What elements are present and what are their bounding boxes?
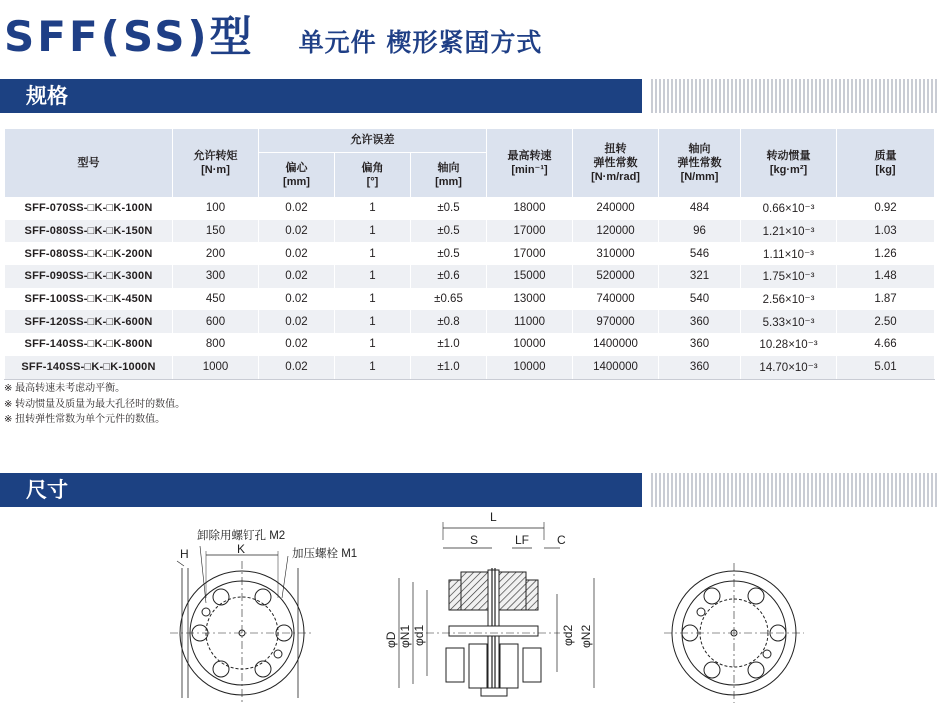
cell-eccentric: 0.02	[259, 242, 335, 265]
cell-model: SFF-100SS-□K-□K-450N	[5, 288, 173, 311]
cell-speed: 18000	[487, 197, 573, 220]
cell-axial: ±0.5	[411, 197, 487, 220]
cell-mass: 1.87	[837, 288, 935, 311]
cell-inertia: 10.28×10⁻³	[741, 333, 837, 356]
header-torsional-stiffness: 扭转 弹性常数 [N·m/rad]	[573, 129, 659, 197]
header-axial-stiffness: 轴向 弹性常数 [N/mm]	[659, 129, 741, 197]
cell-inertia: 0.66×10⁻³	[741, 197, 837, 220]
spec-table	[4, 129, 935, 380]
cell-inertia: 5.33×10⁻³	[741, 310, 837, 333]
cell-inertia: 14.70×10⁻³	[741, 356, 837, 379]
cell-speed: 10000	[487, 356, 573, 379]
header-angular: 偏角 [°]	[335, 153, 411, 198]
cell-model: SFF-140SS-□K-□K-1000N	[5, 356, 173, 379]
table-row	[5, 310, 935, 333]
label-M2: 卸除用螺钉孔 M2	[197, 530, 286, 542]
cell-torsional-stiffness: 1400000	[573, 333, 659, 356]
cell-angular: 1	[335, 310, 411, 333]
cell-eccentric: 0.02	[259, 197, 335, 220]
cell-torque: 150	[173, 220, 259, 243]
header-model: 型号	[5, 129, 173, 197]
cell-model: SFF-140SS-□K-□K-800N	[5, 333, 173, 356]
cell-torsional-stiffness: 970000	[573, 310, 659, 333]
cell-mass: 5.01	[837, 356, 935, 379]
cell-speed: 11000	[487, 310, 573, 333]
cell-axial: ±0.5	[411, 220, 487, 243]
section-stripe-decoration	[651, 473, 937, 507]
cell-model: SFF-080SS-□K-□K-200N	[5, 242, 173, 265]
header-misalignment: 允许误差	[259, 129, 487, 153]
cell-torque: 100	[173, 197, 259, 220]
header-inertia: 转动惯量 [kg·m²]	[741, 129, 837, 197]
cell-inertia: 1.75×10⁻³	[741, 265, 837, 288]
cell-axial-stiffness: 96	[659, 220, 741, 243]
header-torque: 允许转矩 [N·m]	[173, 129, 259, 197]
label-C: C	[557, 533, 566, 547]
cell-speed: 17000	[487, 242, 573, 265]
note-line: ※ 扭转弹性常数为单个元件的数值。	[4, 414, 166, 425]
cell-speed: 17000	[487, 220, 573, 243]
cell-angular: 1	[335, 197, 411, 220]
left-end-view	[170, 546, 314, 704]
cell-inertia: 1.11×10⁻³	[741, 242, 837, 265]
cell-torsional-stiffness: 1400000	[573, 356, 659, 379]
cell-mass: 1.03	[837, 220, 935, 243]
label-N2: φN2	[579, 624, 593, 648]
cell-angular: 1	[335, 288, 411, 311]
cell-torque: 600	[173, 310, 259, 333]
table-row	[5, 288, 935, 311]
cell-eccentric: 0.02	[259, 310, 335, 333]
cell-axial: ±0.65	[411, 288, 487, 311]
cell-inertia: 1.21×10⁻³	[741, 220, 837, 243]
cell-axial: ±0.8	[411, 310, 487, 333]
cell-speed: 10000	[487, 333, 573, 356]
table-row	[5, 265, 935, 288]
cell-axial-stiffness: 360	[659, 333, 741, 356]
section-stripe-decoration	[651, 79, 937, 113]
note-line: ※ 最高转速未考虑动平衡。	[4, 383, 126, 394]
cell-axial-stiffness: 484	[659, 197, 741, 220]
cell-eccentric: 0.02	[259, 220, 335, 243]
cell-torsional-stiffness: 240000	[573, 197, 659, 220]
cell-model: SFF-070SS-□K-□K-100N	[5, 197, 173, 220]
cell-angular: 1	[335, 265, 411, 288]
cell-axial: ±1.0	[411, 356, 487, 379]
header-mass: 质量 [kg]	[837, 129, 935, 197]
cell-mass: 1.48	[837, 265, 935, 288]
cell-model: SFF-080SS-□K-□K-150N	[5, 220, 173, 243]
label-d2: φd2	[561, 624, 575, 646]
cell-angular: 1	[335, 356, 411, 379]
cell-torsional-stiffness: 520000	[573, 265, 659, 288]
label-M1: 加压螺栓 M1	[292, 548, 358, 560]
header-axial: 轴向 [mm]	[411, 153, 487, 198]
label-K: K	[237, 542, 246, 556]
table-row	[5, 197, 935, 220]
cell-axial: ±1.0	[411, 333, 487, 356]
table-row	[5, 333, 935, 356]
cell-torque: 450	[173, 288, 259, 311]
label-LF: LF	[515, 533, 530, 547]
cell-torsional-stiffness: 740000	[573, 288, 659, 311]
cell-torque: 1000	[173, 356, 259, 379]
product-title: SFF(SS)型	[4, 12, 255, 61]
product-subtitle: 单元件 楔形紧固方式	[298, 28, 543, 57]
cell-mass: 1.26	[837, 242, 935, 265]
cell-axial-stiffness: 546	[659, 242, 741, 265]
cell-model: SFF-090SS-□K-□K-300N	[5, 265, 173, 288]
section-header-spec: 规格	[0, 79, 642, 113]
header-eccentric: 偏心 [mm]	[259, 153, 335, 198]
cell-axial-stiffness: 540	[659, 288, 741, 311]
cell-axial-stiffness: 360	[659, 310, 741, 333]
label-d1: φd1	[412, 624, 426, 646]
table-row	[5, 242, 935, 265]
label-D: φD	[384, 631, 398, 648]
dimension-drawing	[0, 508, 937, 704]
right-end-view	[664, 563, 804, 703]
cell-axial-stiffness: 360	[659, 356, 741, 379]
cell-mass: 0.92	[837, 197, 935, 220]
notes	[4, 381, 185, 428]
cell-mass: 4.66	[837, 333, 935, 356]
cell-eccentric: 0.02	[259, 333, 335, 356]
spec-table-body	[5, 197, 935, 379]
label-S: S	[470, 533, 479, 547]
label-N1: φN1	[398, 624, 412, 648]
cell-angular: 1	[335, 333, 411, 356]
cell-axial: ±0.6	[411, 265, 487, 288]
cell-axial-stiffness: 321	[659, 265, 741, 288]
cell-torque: 200	[173, 242, 259, 265]
table-row	[5, 220, 935, 243]
cell-torsional-stiffness: 120000	[573, 220, 659, 243]
cell-speed: 15000	[487, 265, 573, 288]
cell-mass: 2.50	[837, 310, 935, 333]
section-header-dimensions: 尺寸	[0, 473, 642, 507]
cell-inertia: 2.56×10⁻³	[741, 288, 837, 311]
table-row	[5, 356, 935, 379]
cell-eccentric: 0.02	[259, 265, 335, 288]
cell-angular: 1	[335, 220, 411, 243]
cell-torque: 300	[173, 265, 259, 288]
cell-torque: 800	[173, 333, 259, 356]
cell-axial: ±0.5	[411, 242, 487, 265]
cell-eccentric: 0.02	[259, 356, 335, 379]
label-H: H	[180, 547, 189, 561]
cell-torsional-stiffness: 310000	[573, 242, 659, 265]
cell-speed: 13000	[487, 288, 573, 311]
label-L: L	[490, 510, 497, 524]
side-section-view	[399, 522, 594, 696]
note-line: ※ 转动惯量及质量为最大孔径时的数值。	[4, 398, 186, 410]
cell-eccentric: 0.02	[259, 288, 335, 311]
header-max-speed: 最高转速 [min⁻¹]	[487, 129, 573, 197]
title-row	[4, 4, 542, 60]
cell-model: SFF-120SS-□K-□K-600N	[5, 310, 173, 333]
cell-angular: 1	[335, 242, 411, 265]
